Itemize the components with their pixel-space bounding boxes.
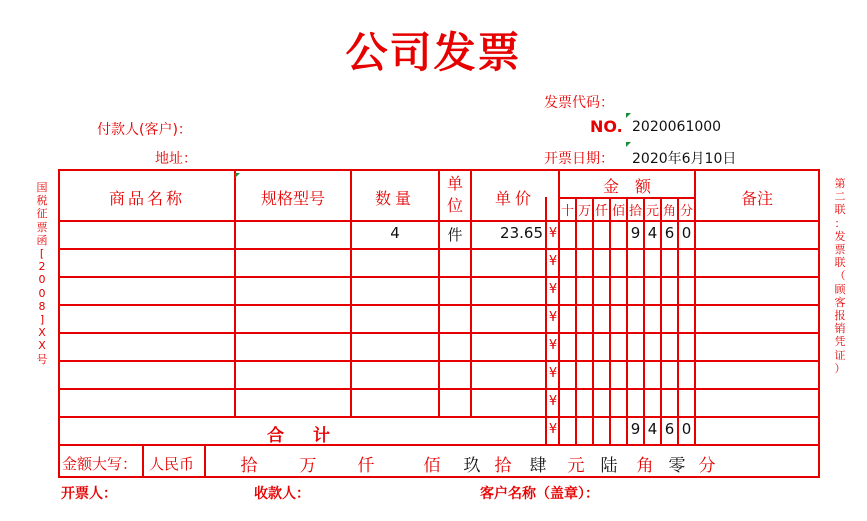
payee-label: 收款人： <box>254 486 310 502</box>
left-side-char: 国 <box>36 181 48 194</box>
issue-date-label: 开票日期： <box>544 151 614 167</box>
total-row-border <box>58 444 820 446</box>
total-amount-digit: 6 <box>664 420 675 438</box>
capital-amount-char: 佰 <box>423 456 441 476</box>
total-amount-digit: 9 <box>630 420 641 438</box>
currency-symbol: ¥ <box>548 282 558 297</box>
capital-amount-char: 元 <box>567 456 585 476</box>
right-vertical-text <box>833 177 847 375</box>
header-product-name: 商品名称 <box>108 189 185 208</box>
invoice-code-label: 发票代码： <box>544 95 614 111</box>
total-amount-digit: 4 <box>647 420 658 438</box>
comment-marker-icon <box>626 113 631 118</box>
comment-marker-icon <box>235 173 240 178</box>
right-side-char: 顾 <box>834 282 846 296</box>
capital-amount-char: 肆 <box>529 456 547 476</box>
right-side-char: 证 <box>834 348 846 362</box>
capital-amount-char: 分 <box>698 456 716 476</box>
left-side-char: X <box>38 339 46 353</box>
address-label: 地址： <box>155 151 197 167</box>
capital-amount-char: 零 <box>668 456 686 476</box>
payer-label: 付款人(客户)： <box>97 122 192 138</box>
digit-header: 佰 <box>611 204 625 219</box>
digit-header: 十 <box>560 204 574 219</box>
digit-divider <box>575 197 577 446</box>
cell-amount-digit: 4 <box>647 224 658 242</box>
cell-amount-digit: 0 <box>681 224 692 242</box>
right-side-char: 凭 <box>834 335 846 349</box>
right-side-char: 销 <box>834 322 846 336</box>
currency-symbol: ¥ <box>548 310 558 325</box>
capital-amount-char: 拾 <box>240 456 258 476</box>
right-side-char: 票 <box>834 243 846 257</box>
invoice-no-label: NO. <box>590 117 623 136</box>
left-vertical-text <box>35 181 49 366</box>
col-divider <box>142 444 144 478</box>
capital-amount-label: 金额大写： <box>62 455 138 473</box>
digit-divider <box>609 197 611 446</box>
digit-header: 角 <box>662 204 676 219</box>
issue-date-value: 2020年6月10日 <box>632 151 737 167</box>
cell-unit: 件 <box>447 226 463 244</box>
header-amount: 金 额 <box>602 177 651 196</box>
right-side-char: 联 <box>834 203 846 217</box>
comment-marker-icon <box>626 142 631 147</box>
digit-header: 拾 <box>628 204 642 219</box>
header-remark: 备注 <box>740 189 773 208</box>
capital-amount-char: 陆 <box>600 456 618 476</box>
customer-name-seal-label: 客户名称（盖章）： <box>480 486 599 502</box>
capital-amount-char: 万 <box>299 456 317 476</box>
currency-symbol: ¥ <box>548 338 558 353</box>
header-quantity: 数量 <box>374 189 415 208</box>
left-side-char: 票 <box>36 220 48 234</box>
left-side-char: X <box>38 326 46 340</box>
table-left-border <box>58 169 60 478</box>
right-side-char: 客 <box>834 295 846 309</box>
table-bottom-border <box>58 476 820 478</box>
cell-amount-digit: 6 <box>664 224 675 242</box>
capital-amount-char: 仟 <box>357 456 375 476</box>
digit-header: 元 <box>645 204 659 219</box>
currency-symbol: ¥ <box>548 226 558 241</box>
digit-header: 万 <box>577 204 591 219</box>
right-side-char: 联 <box>834 256 846 270</box>
right-side-char: （ <box>834 269 846 283</box>
currency-symbol: ¥ <box>548 394 558 409</box>
cell-unit-price: 23.65 <box>500 224 543 242</box>
left-side-char: 号 <box>36 352 48 366</box>
currency-rmb-label: 人民币 <box>149 455 195 473</box>
left-side-char: 税 <box>36 194 48 208</box>
col-divider <box>204 444 206 478</box>
left-side-char: ] <box>39 313 45 327</box>
capital-amount-char: 玖 <box>463 456 481 476</box>
currency-symbol: ¥ <box>548 422 558 437</box>
digit-header: 仟 <box>594 204 608 219</box>
left-side-char: [ <box>39 247 45 261</box>
table-right-border <box>818 169 820 478</box>
header-unit-price: 单价 <box>494 189 535 208</box>
page-title: 公司发票 <box>345 28 522 77</box>
left-side-char: 0 <box>38 273 46 287</box>
right-side-char: 二 <box>834 190 846 204</box>
right-side-char: ） <box>834 361 846 375</box>
total-amount-digit: 0 <box>681 420 692 438</box>
right-side-char: 报 <box>834 309 846 323</box>
left-side-char: 函 <box>36 233 48 247</box>
digit-header: 分 <box>679 204 693 219</box>
left-side-char: 8 <box>38 299 46 313</box>
right-side-char: 发 <box>834 229 846 243</box>
right-side-char: 第 <box>834 177 846 190</box>
header-unit: 单位 <box>446 174 463 215</box>
digit-divider <box>592 197 594 446</box>
capital-amount-char: 角 <box>636 456 654 476</box>
right-side-char: ： <box>834 216 846 230</box>
left-side-char: 2 <box>38 260 46 274</box>
issuer-label: 开票人： <box>61 486 117 502</box>
left-side-char: 0 <box>38 286 46 300</box>
header-spec: 规格型号 <box>260 189 325 208</box>
currency-symbol: ¥ <box>548 366 558 381</box>
invoice-no-value: 2020061000 <box>632 119 722 135</box>
left-side-char: 征 <box>36 207 48 221</box>
total-label: 合 计 <box>267 426 336 446</box>
capital-amount-char: 拾 <box>494 456 512 476</box>
cell-quantity: 4 <box>390 224 400 242</box>
cell-amount-digit: 9 <box>630 224 641 242</box>
currency-symbol: ¥ <box>548 254 558 269</box>
